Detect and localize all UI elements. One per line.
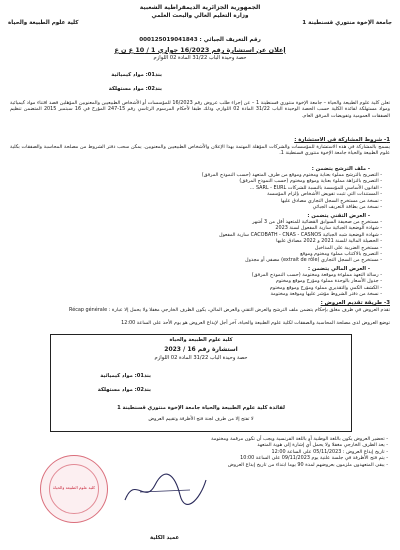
signature-mark: [120, 470, 210, 510]
list-item: - شهادة الوضعية الجبائية سارية المفعول لسنة 2023: [275, 225, 382, 232]
university-name: جامعة الإخوة منتوري قسنطينة 1: [302, 20, 392, 26]
list-item: - التصريح بالاكتتاب مملوء ومختوم وموقع: [300, 250, 382, 257]
list-item: - المستندات التي تثبت تفويض الأشخاص بإلزام المؤسسة: [267, 191, 382, 198]
ministry-title: وزارة التعليم العالي والبحث العلمي: [151, 13, 249, 19]
list-item: - مستخرج الضريبة على المداخيل: [314, 244, 382, 251]
stamp-label: كلية علوم الطبيعة والحياة: [52, 485, 96, 490]
envelope-subtitle: حصة وحيدة الباب 31/22 المادة 02 اللوازم: [154, 355, 248, 361]
list-item: - التصريح بالنزاهة مملوء بعناية وموقع ومختوم (حسب النموذج المرفق): [239, 178, 382, 185]
republic-title: الجمهورية الجزائرية الديمقراطية الشعبية: [139, 4, 261, 11]
list-item: - يتم فتح الأظرفة في جلسة علنية يوم 09/11/2023 على الساعة 10:00: [240, 455, 388, 462]
envelope-lot-2: بند02: مواد مستهلكة: [97, 387, 151, 393]
lot-2: بند02: مواد مستهلكة: [108, 86, 162, 92]
list-item: - القانون الأساسي للمؤسسة بالنسبة للشركات SARL - EURL ...: [249, 184, 382, 191]
file-heading: - ملف الترشح يتضمن :: [311, 166, 370, 172]
envelope-title: استشارة رقم 16 / 2023: [164, 346, 238, 353]
faculty-stamp: [40, 455, 108, 523]
envelope-faculty: كلية علوم الطبيعة والحياة: [169, 337, 233, 343]
list-item: - شهادة الوضعية شبه الجبائية CACOBATH - CNAS - CASNOS سارية المفعول: [218, 231, 382, 238]
envelope-address: لفائدة كلية علوم الطبيعة والحياة جامعة الإخوة منتوري قسنطينة 1: [117, 405, 285, 411]
lot-1: بند01: مواد كيميائية: [111, 72, 162, 78]
section-3-text: تقدم العروض في ظرف مغلق بإحكام يتضمن ملف الترشح والعرض التقني والعرض المالي، يكون الظرف الخارجي مغفلا ولا يحمل إلا عبارة : Récap générale: [69, 307, 390, 313]
section-1-text: يسمح بالمشاركة في هذه الاستشارة للمؤسسات والشركات المؤهلة المهتمة بهذا الإعلان والأشخاص الطبيعيين والمعنويين. يمكن سحب دفتر الشروط من مصلحة المحاسبة والصفقات بكلية علوم الطبيعة والحياة جامعة الإخوة منتوري قسنطينة 1.: [10, 144, 390, 157]
envelope-box: [50, 334, 352, 432]
list-item: - التصريح بالترشح مملوء بعناية ومختوم وموقع من طرف المتعهد (حسب النموذج المرفق): [201, 172, 382, 178]
notice-title: إعلان عن استشارة رقم 16/2023 جواري 1 / 10 ع ن ع: [114, 46, 286, 54]
list-item: - يبقى المتعهدون ملزمون بعروضهم لمدة 90 يوما ابتداء من تاريخ إيداع العروض: [227, 461, 388, 468]
section-1-heading: 1- شروط المشاركة في الاستشارة :: [294, 137, 390, 143]
file-items-list: [202, 172, 382, 210]
section-3-heading: 3- طريقة تقديم العروض :: [320, 300, 390, 306]
fiscal-id: رقم التعريف الجبائي : 000125019041843: [139, 37, 261, 43]
list-item: - جدول الأسعار بالوحدة مملوء ومؤرخ وموقع ومختوم: [275, 278, 382, 285]
footer-notes-list: [211, 436, 388, 468]
list-item: - مستخرج من صحيفة السوابق القضائية للمتعهد أقل من 3 أشهر: [252, 219, 382, 225]
list-item: - نسخة من مستخرج السجل التجاري مصادق عليها: [280, 197, 382, 204]
list-item: - نسخة من دفتر الشروط مؤشر عليها وموقعة ومختومة: [270, 291, 382, 298]
list-item: - الكشف الكمي والتقديري مملوء ومؤرخ وموقع ومختوم: [269, 284, 382, 291]
financial-heading: - العرض المالي يتضمن :: [308, 266, 370, 272]
envelope-note: لا تفتح إلا من طرف لجنة فتح الأظرفة وتقييم العروض: [148, 417, 254, 422]
list-item: - نسخة من بطاقة التعريف الجبائي: [312, 203, 382, 210]
list-item: - يعد الظرف الخارجي مغفلا ولا يحمل أي إشارة إلى هوية المتعهد: [257, 442, 388, 449]
dean-label: عميد الكلية: [150, 535, 180, 541]
notice-subtitle: حصة وحيدة الباب 31/22 المادة 02 اللوازم: [153, 55, 247, 61]
list-item: - الحصيلة المالية للسنة 2021 و 2022 مصادق عليها: [276, 238, 382, 245]
list-item: - تاريخ إيداع العروض : 05/11/2023 على الساعة 12:00: [271, 448, 388, 455]
intro-paragraph: تعلن كلية علوم الطبيعة والحياة – جامعة الإخوة منتوري قسنطينة 1 – عن إجراء طلب عروض رقم 16/2023 للمؤسسات أو الأشخاص الطبيعيين والمعنويين المؤهلين قصد اقتناء مواد كيميائية ومواد مستهلكة لفائدة الكلية حسب الحصة الوحيدة الباب 31/22 المادة 02 اللوازم، وذلك طبقا لأحكام المرسوم الرئاسي رقم 15-247 المؤرخ في 16 سبتمبر 2015 المتضمن تنظيم الصفقات العمومية وتفويضات المرفق العام.: [10, 100, 390, 119]
list-item: - تحضير العروض يكون باللغة الوطنية أو باللغة الفرنسية ويجب أن تكون مرقمة ومختومة: [211, 436, 388, 442]
faculty-name: كلية علوم الطبيعة والحياة: [8, 20, 79, 26]
tech-items-list: [219, 219, 382, 264]
financial-items-list: [252, 272, 382, 298]
list-item: - مستخرج من السجل التجاري (extrait de rôle) مصفى أو مجدول: [245, 257, 382, 264]
tech-heading: - العرض التقني يتضمن :: [307, 213, 370, 219]
section-3-text-2: توضع العروض لدى مصلحة المحاسبة والصفقات لكلية علوم الطبيعة والحياة، آخر أجل لإيداع العروض هو يوم الأحد على الساعة 12:00: [121, 320, 390, 326]
envelope-lot-1: بند01: مواد كيميائية: [100, 373, 151, 379]
list-item: - رسالة التعهد مملوءة وموقعة ومختومة (حسب النموذج المرفق): [251, 272, 382, 278]
